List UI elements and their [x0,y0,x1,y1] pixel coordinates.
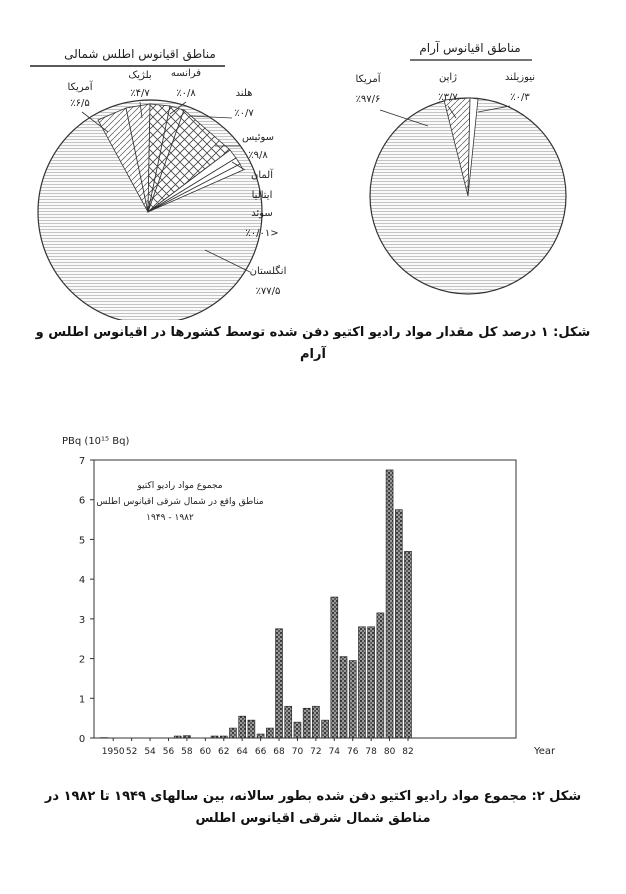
pie-atlantic-value-0: ٪۶/۵ [70,98,90,109]
bar-1957 [174,736,181,738]
bar-1981 [395,510,402,738]
pie-atlantic-value-1: ٪۴/۷ [130,88,150,99]
x-tick-label-1978: 78 [365,747,377,757]
pie-atlantic-label-8: انگلستان [249,266,287,277]
bar-1979 [377,613,384,738]
inset-line-2: ۱۹۸۲ - ۱۹۴۹ [146,513,194,523]
bar-1974 [331,597,338,738]
figure-1-pie-charts [0,0,626,360]
x-tick-label-1982: 82 [402,747,414,757]
y-tick-label-6: 6 [78,495,86,507]
pie-pacific-label-2: نیوزیلند [504,72,536,83]
pie-atlantic-value-7: <٪۰/۰۱ [245,228,279,239]
inset-line-1: مناطق واقع در شمال شرقی اقیانوس اطلس [96,497,264,507]
y-tick-label-5: 5 [78,535,86,547]
bar-1958 [183,736,190,738]
x-tick-label-1964: 64 [236,747,248,757]
pie-pacific-value-2: ٪۰/۳ [510,92,530,103]
bar-1968 [276,629,283,738]
bar-1977 [358,627,365,738]
bar-1964 [239,716,246,738]
y-tick-label-7: 7 [78,456,86,467]
pie-pacific-label-1: ژاپن [438,72,458,83]
bar-1963 [229,728,236,738]
bar-1971 [303,708,310,738]
bar-1978 [368,627,375,738]
bar-1965 [248,720,255,738]
bar-1982 [405,551,412,738]
bar-1970 [294,722,301,738]
pie-atlantic-label-6: ایتالیا [251,190,273,201]
pie-atlantic-value-4: ٪۹/۸ [248,150,268,161]
x-tick-label-1952: 52 [125,747,138,757]
inset-legend [96,481,263,523]
bar-chart-svg [0,420,626,765]
inset-line-0: مجموع مواد رادیو اکتیو [137,481,223,491]
y-tick-label-0: 0 [78,734,86,745]
bar-1962 [220,736,227,738]
x-tick-label-1950: 1950 [101,747,125,757]
pie-atlantic-value-2: ٪۰/۸ [176,88,196,99]
x-tick-label-1956: 56 [162,747,175,757]
x-tick-label-1960: 60 [199,747,212,757]
x-tick-label-1958: 58 [181,747,193,757]
figure-2-caption: شکل ۲: مجموع مواد رادیو اکتیو دفن شده بطور سالانه، بین سالهای ۱۹۴۹ تا ۱۹۸۲ در مناطق شمال شرقی اقیانوس اطلس [44,789,582,826]
pie-pacific [370,98,566,294]
pie-charts-svg [0,0,626,320]
y-tick-label-1: 1 [78,694,86,706]
pie-atlantic-label-1: بلژیک [128,70,152,81]
pie-atlantic-label-3: هلند [235,88,253,99]
figure-1-caption: شکل: ۱ درصد کل مقدار مواد رادیو اکتیو دفن شده توسط کشورها در اقیانوس اطلس و آرام [35,325,591,362]
pie-atlantic-label-2: فرانسه [170,68,202,79]
bar-1972 [312,706,319,738]
x-tick-label-1966: 66 [254,747,267,757]
pie-pacific-label-0: آمریکا [355,74,381,85]
y-axis-label: PBq (10¹⁵ Bq) [62,436,130,447]
x-tick-label-1974: 74 [328,747,341,757]
bar-1976 [349,661,356,738]
bar-1969 [285,706,292,738]
figure-2-bar-chart [0,420,626,826]
pie-atlantic-label-7: سوئد [251,208,273,219]
x-tick-label-1970: 70 [291,747,304,757]
pie-atlantic [38,100,262,320]
bar-1980 [386,470,393,738]
pie-atlantic-label-0: آمریکا [67,82,93,93]
x-tick-label-1968: 68 [273,747,285,757]
bar-1973 [322,720,329,738]
pie-pacific-value-0: ٪۹۷/۶ [355,94,381,105]
pie-atlantic-title: مناطق اقیانوس اطلس شمالی [64,47,216,61]
pie-atlantic-label-5: آلمان [251,170,273,181]
pie-pacific-value-1: ٪۳/۷ [438,92,458,103]
y-tick-label-4: 4 [78,575,86,587]
x-tick-label-1972: 72 [310,747,322,757]
x-tick-label-1976: 76 [347,747,359,757]
bar-1967 [266,728,273,738]
y-tick-label-3: 3 [78,614,86,626]
bar-1961 [211,736,218,738]
pie-pacific-title: مناطق اقیانوس آرام [419,41,521,55]
pie-atlantic-label-4: سوئیس [241,132,275,143]
bar-1966 [257,734,264,738]
x-tick-label-1980: 80 [383,747,396,757]
x-tick-label-1962: 62 [218,747,230,757]
x-tick-label-1954: 54 [144,747,156,757]
x-axis-label: Year [534,746,556,757]
y-tick-label-2: 2 [78,654,86,666]
bar-1975 [340,657,347,738]
pie-atlantic-value-3: ٪۰/۷ [234,108,254,119]
pie-atlantic-value-8: ٪۷۷/۵ [255,286,281,297]
bar-series [101,470,412,738]
